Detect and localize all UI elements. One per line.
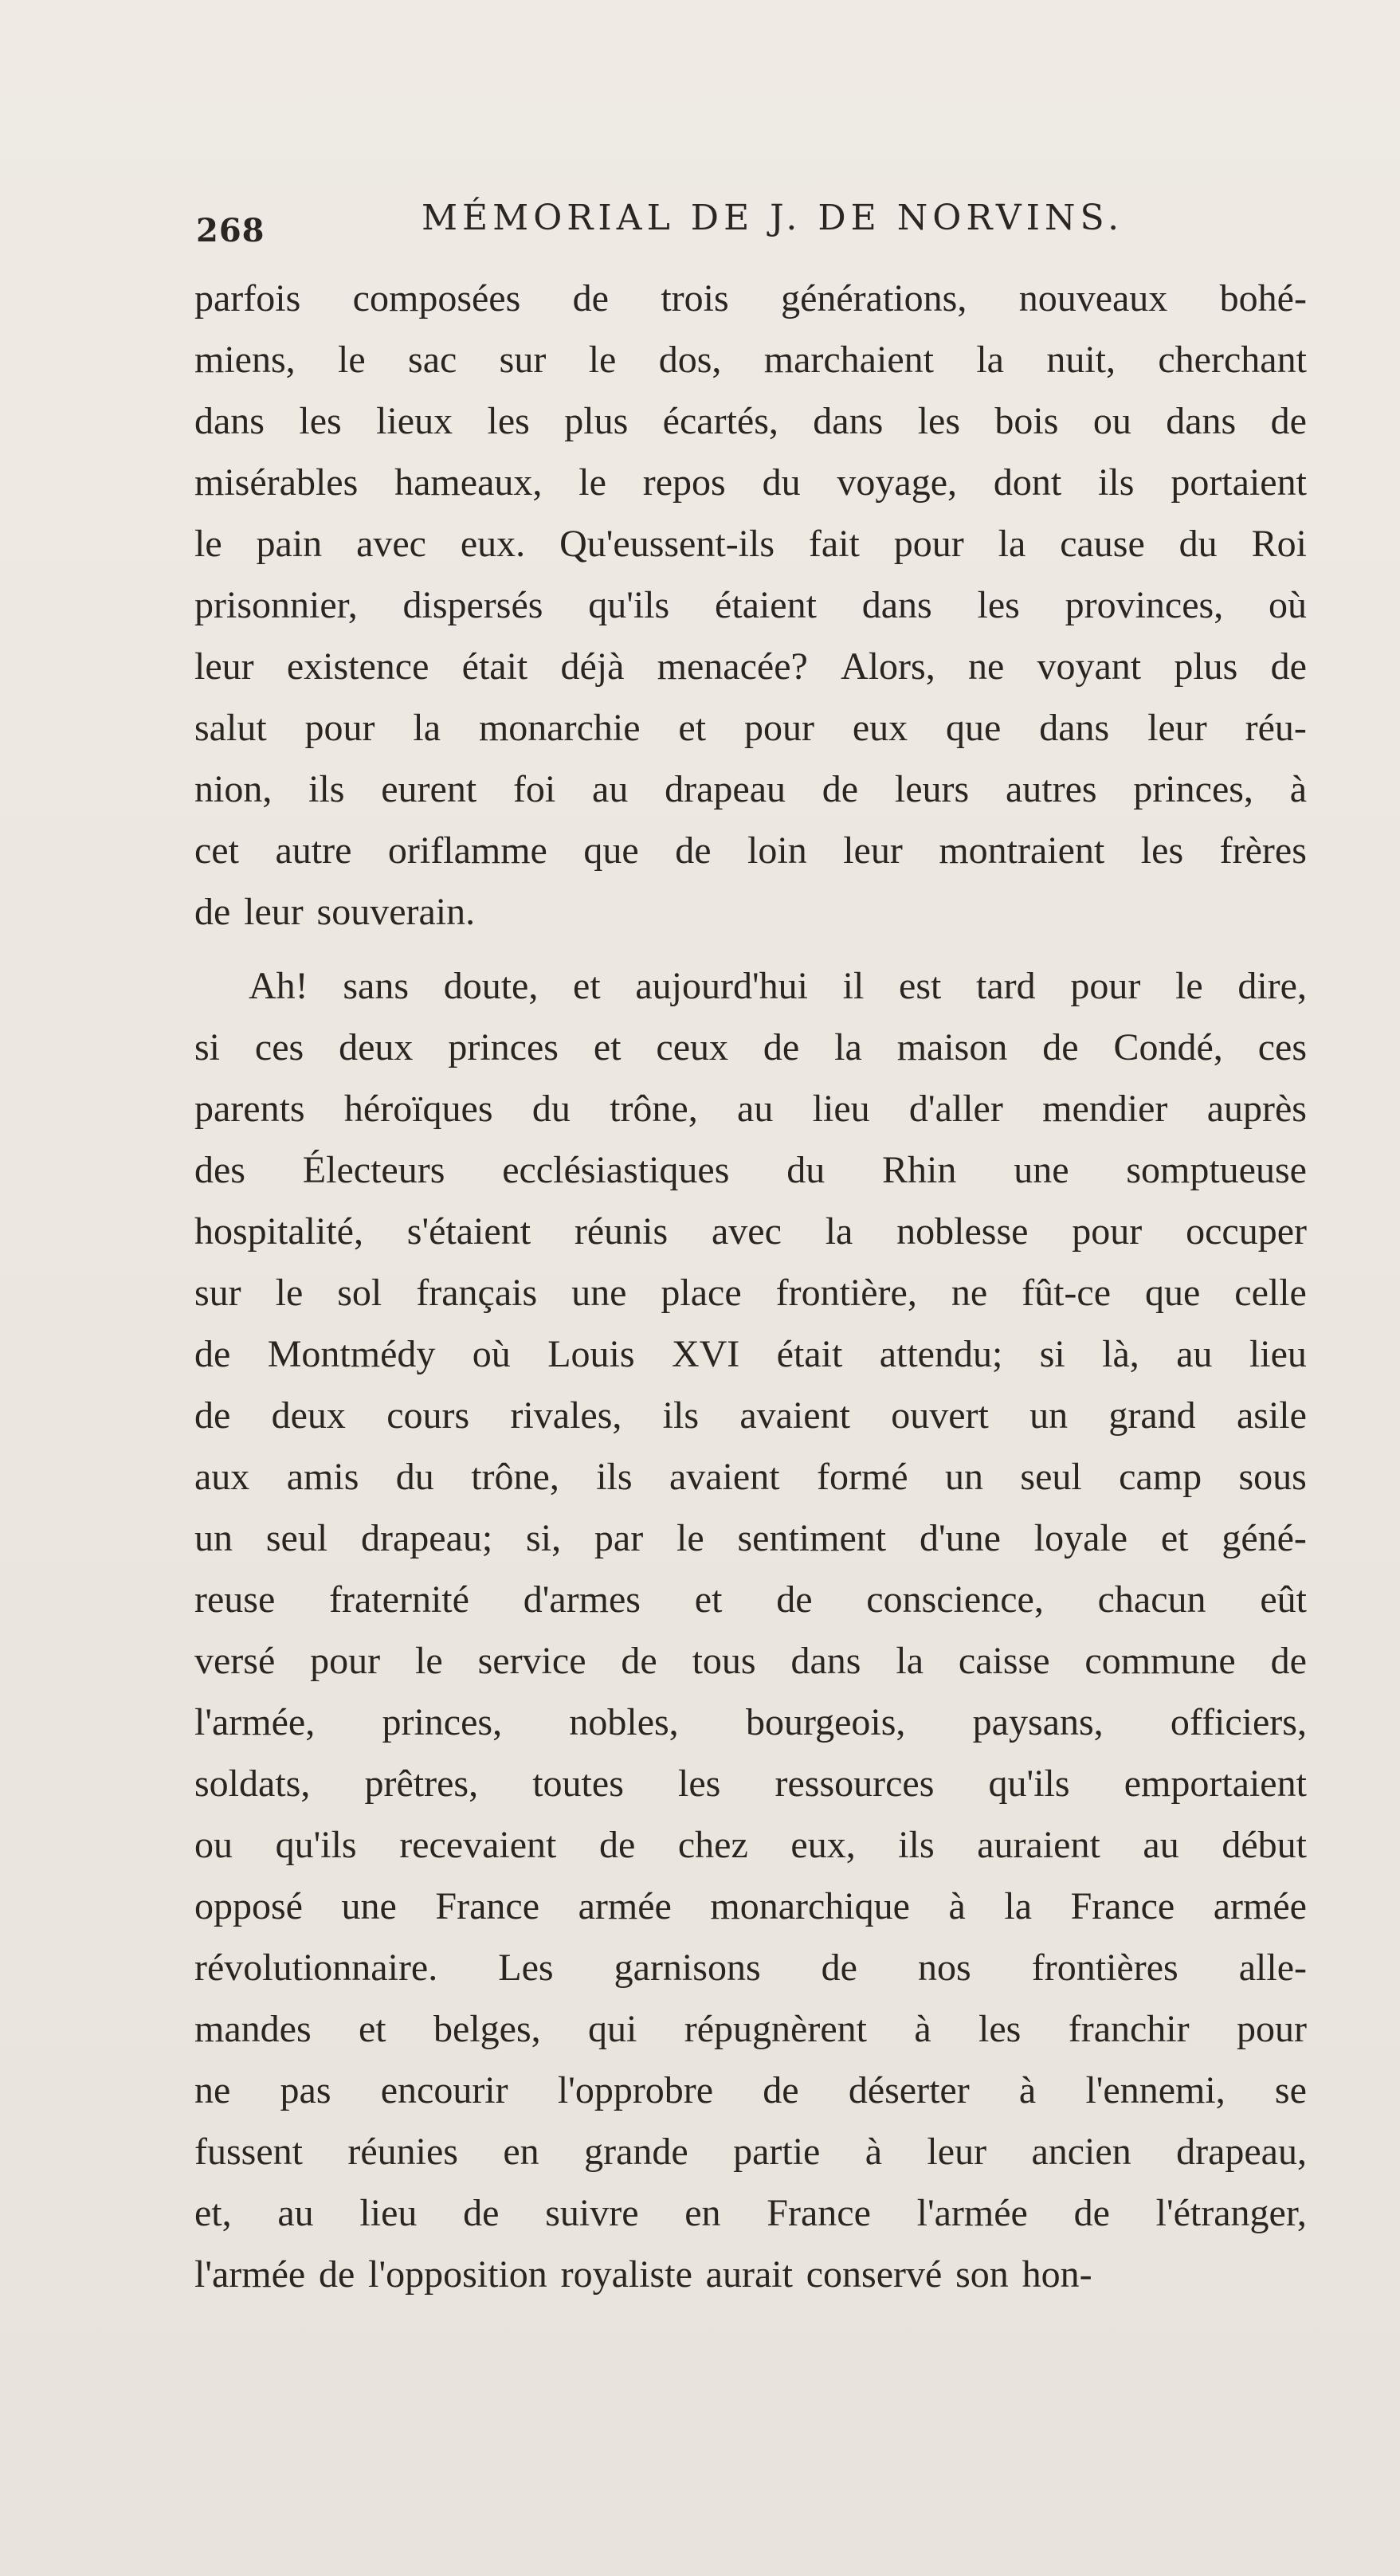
text-line: si ces deux princes et ceux de la maison de Condé, ces xyxy=(194,1026,1307,1068)
text-line: de Montmédy où Louis XVI était attendu; si là, au lieu xyxy=(194,1333,1307,1375)
text-line: nion, ils eurent foi au drapeau de leurs autres princes, à xyxy=(194,768,1307,810)
text-line: aux amis du trône, ils avaient formé un seul camp sous xyxy=(194,1456,1307,1498)
text-line: sur le sol français une place frontière, ne fût-ce que celle xyxy=(194,1272,1307,1314)
text-line: Ah! sans doute, et aujourd'hui il est tard pour le dire, xyxy=(249,965,1307,1007)
text-line: salut pour la monarchie et pour eux que dans leur réu- xyxy=(194,707,1307,749)
text-line: leur existence était déjà menacée? Alors, ne voyant plus de xyxy=(194,645,1307,688)
text-line: mandes et belges, qui répugnèrent à les franchir pour xyxy=(194,2008,1307,2050)
text-line: versé pour le service de tous dans la caisse commune de xyxy=(194,1640,1307,1682)
running-head: MÉMORIAL DE J. DE NORVINS. xyxy=(422,198,1124,238)
text-line: parents héroïques du trône, au lieu d'aller mendier auprès xyxy=(194,1088,1307,1130)
text-line: le pain avec eux. Qu'eussent-ils fait pour la cause du Roi xyxy=(194,523,1307,565)
text-line: l'armée de l'opposition royaliste aurait conservé son hon- xyxy=(194,2253,1092,2296)
text-line: ne pas encourir l'opprobre de déserter à l'ennemi, se xyxy=(194,2069,1307,2111)
paragraph-2 xyxy=(194,955,1307,2305)
text-line: parfois composées de trois générations, nouveaux bohé- xyxy=(194,277,1307,320)
text-line: opposé une France armée monarchique à la France armée xyxy=(194,1885,1307,1927)
text-line: un seul drapeau; si, par le sentiment d'une loyale et géné- xyxy=(194,1517,1307,1559)
text-line: reuse fraternité d'armes et de conscience, chacun eût xyxy=(194,1578,1307,1621)
text-line: misérables hameaux, le repos du voyage, dont ils portaient xyxy=(194,461,1307,504)
page-header xyxy=(196,198,1312,253)
text-line: soldats, prêtres, toutes les ressources qu'ils emportaient xyxy=(194,1762,1307,1805)
text-line: miens, le sac sur le dos, marchaient la nuit, cherchant xyxy=(194,339,1307,381)
text-line: prisonnier, dispersés qu'ils étaient dans les provinces, où xyxy=(194,584,1307,626)
text-line: révolutionnaire. Les garnisons de nos frontières alle- xyxy=(194,1947,1307,1989)
text-line: cet autre oriflamme que de loin leur montraient les frères xyxy=(194,829,1307,872)
text-line: ou qu'ils recevaient de chez eux, ils auraient au début xyxy=(194,1824,1307,1866)
text-line: hospitalité, s'étaient réunis avec la noblesse pour occuper xyxy=(194,1210,1307,1253)
text-line: fussent réunies en grande partie à leur ancien drapeau, xyxy=(194,2131,1307,2173)
text-line: de leur souverain. xyxy=(194,891,476,933)
text-line: dans les lieux les plus écartés, dans les bois ou dans de xyxy=(194,400,1307,442)
text-line: de deux cours rivales, ils avaient ouvert un grand asile xyxy=(194,1394,1307,1437)
text-line: l'armée, princes, nobles, bourgeois, paysans, officiers, xyxy=(194,1701,1307,1743)
text-line: et, au lieu de suivre en France l'armée de l'étranger, xyxy=(194,2192,1307,2234)
paragraph-1 xyxy=(194,268,1307,943)
page-number: 268 xyxy=(196,212,265,249)
text-line: des Électeurs ecclésiastiques du Rhin une somptueuse xyxy=(194,1149,1307,1191)
body-text xyxy=(194,268,1307,2305)
